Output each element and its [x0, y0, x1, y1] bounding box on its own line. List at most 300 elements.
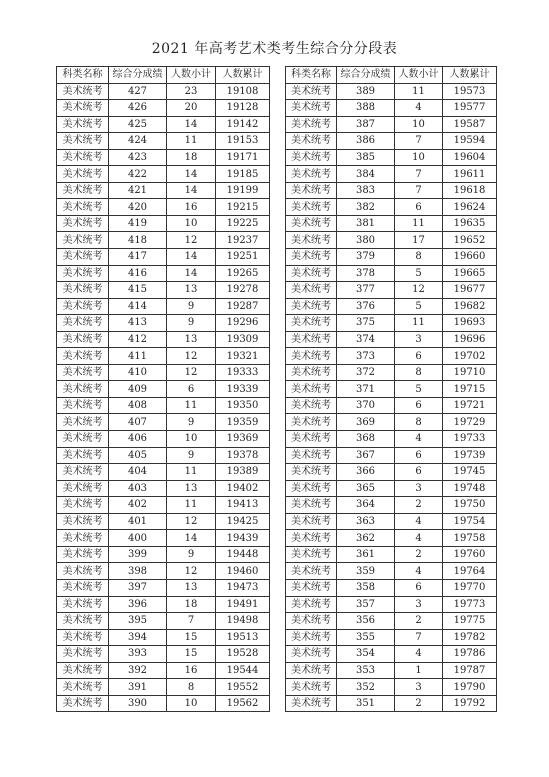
cell-score: 370 [337, 397, 395, 414]
header-cumulative: 人数累计 [216, 67, 270, 84]
cell-score: 372 [337, 364, 395, 381]
table-row [286, 265, 497, 282]
cell-cumulative: 19760 [443, 546, 497, 563]
score-table-left [56, 66, 270, 712]
cell-cumulative: 19199 [216, 182, 270, 199]
table-row [286, 629, 497, 646]
cell-cumulative: 19764 [443, 563, 497, 580]
table-row [286, 646, 497, 663]
cell-score: 389 [337, 83, 395, 100]
table-row [57, 596, 270, 613]
table-row [286, 679, 497, 696]
table-row [57, 530, 270, 547]
table-row [57, 149, 270, 166]
cell-count: 12 [395, 282, 443, 299]
cell-category: 美术统考 [57, 315, 109, 332]
cell-score: 355 [337, 629, 395, 646]
cell-cumulative: 19425 [216, 513, 270, 530]
cell-score: 366 [337, 464, 395, 481]
cell-category: 美术统考 [57, 166, 109, 183]
header-category: 科类名称 [286, 67, 337, 84]
cell-count: 20 [167, 100, 216, 117]
cell-count: 14 [167, 116, 216, 133]
table-row [57, 513, 270, 530]
table-row [286, 331, 497, 348]
table-row [57, 662, 270, 679]
table-row [286, 546, 497, 563]
cell-score: 400 [109, 530, 167, 547]
cell-score: 410 [109, 364, 167, 381]
cell-score: 373 [337, 348, 395, 365]
cell-count: 5 [395, 265, 443, 282]
table-row [57, 298, 270, 315]
cell-count: 13 [167, 282, 216, 299]
cell-score: 361 [337, 546, 395, 563]
cell-cumulative: 19739 [443, 447, 497, 464]
cell-count: 13 [167, 331, 216, 348]
cell-category: 美术统考 [57, 232, 109, 249]
cell-category: 美术统考 [57, 596, 109, 613]
cell-cumulative: 19702 [443, 348, 497, 365]
table-row [286, 100, 497, 117]
table-row [286, 513, 497, 530]
table-row [286, 480, 497, 497]
cell-cumulative: 19748 [443, 480, 497, 497]
cell-cumulative: 19296 [216, 315, 270, 332]
cell-cumulative: 19265 [216, 265, 270, 282]
cell-score: 353 [337, 662, 395, 679]
table-row [286, 116, 497, 133]
cell-cumulative: 19594 [443, 133, 497, 150]
cell-score: 375 [337, 315, 395, 332]
cell-cumulative: 19321 [216, 348, 270, 365]
cell-count: 12 [167, 513, 216, 530]
cell-category: 美术统考 [286, 596, 337, 613]
cell-count: 6 [395, 397, 443, 414]
cell-count: 11 [167, 397, 216, 414]
cell-count: 13 [167, 480, 216, 497]
cell-score: 368 [337, 431, 395, 448]
cell-cumulative: 19359 [216, 414, 270, 431]
cell-category: 美术统考 [286, 679, 337, 696]
cell-count: 14 [167, 530, 216, 547]
cell-count: 13 [167, 579, 216, 596]
cell-count: 14 [167, 166, 216, 183]
table-row [286, 497, 497, 514]
cell-count: 10 [167, 215, 216, 232]
cell-score: 393 [109, 646, 167, 663]
cell-score: 363 [337, 513, 395, 530]
table-row [57, 83, 270, 100]
cell-count: 15 [167, 629, 216, 646]
cell-cumulative: 19677 [443, 282, 497, 299]
cell-count: 14 [167, 249, 216, 266]
cell-category: 美术统考 [57, 83, 109, 100]
cell-category: 美术统考 [286, 646, 337, 663]
header-category: 科类名称 [57, 67, 109, 84]
cell-category: 美术统考 [286, 480, 337, 497]
table-row [286, 298, 497, 315]
cell-count: 11 [395, 83, 443, 100]
cell-cumulative: 19389 [216, 464, 270, 481]
table-row [57, 546, 270, 563]
cell-category: 美术统考 [286, 695, 337, 712]
table-row [57, 464, 270, 481]
cell-count: 9 [167, 298, 216, 315]
cell-category: 美术统考 [286, 414, 337, 431]
cell-cumulative: 19758 [443, 530, 497, 547]
cell-score: 392 [109, 662, 167, 679]
cell-category: 美术统考 [286, 166, 337, 183]
cell-score: 381 [337, 215, 395, 232]
table-row [57, 364, 270, 381]
cell-count: 6 [167, 381, 216, 398]
cell-score: 383 [337, 182, 395, 199]
cell-count: 17 [395, 232, 443, 249]
table-row [57, 133, 270, 150]
cell-score: 422 [109, 166, 167, 183]
cell-score: 408 [109, 397, 167, 414]
cell-category: 美术统考 [286, 662, 337, 679]
table-row [286, 249, 497, 266]
cell-count: 15 [167, 646, 216, 663]
cell-count: 7 [395, 182, 443, 199]
table-row [286, 199, 497, 216]
cell-cumulative: 19544 [216, 662, 270, 679]
cell-count: 10 [395, 116, 443, 133]
table-row [57, 265, 270, 282]
cell-cumulative: 19215 [216, 199, 270, 216]
score-table-right [285, 66, 497, 712]
table-row [286, 596, 497, 613]
table-row [57, 431, 270, 448]
cell-count: 11 [167, 133, 216, 150]
table-row [286, 133, 497, 150]
table-row [286, 149, 497, 166]
cell-score: 402 [109, 497, 167, 514]
cell-score: 380 [337, 232, 395, 249]
cell-category: 美术统考 [286, 348, 337, 365]
cell-score: 414 [109, 298, 167, 315]
cell-cumulative: 19552 [216, 679, 270, 696]
table-row [57, 646, 270, 663]
cell-cumulative: 19745 [443, 464, 497, 481]
cell-score: 388 [337, 100, 395, 117]
cell-category: 美术统考 [286, 530, 337, 547]
cell-count: 3 [395, 480, 443, 497]
table-header-row [286, 67, 497, 84]
header-score: 综合分成绩 [109, 67, 167, 84]
table-row [286, 464, 497, 481]
cell-cumulative: 19693 [443, 315, 497, 332]
cell-score: 413 [109, 315, 167, 332]
cell-category: 美术统考 [57, 563, 109, 580]
cell-category: 美术统考 [286, 364, 337, 381]
cell-score: 382 [337, 199, 395, 216]
cell-cumulative: 19142 [216, 116, 270, 133]
cell-score: 401 [109, 513, 167, 530]
cell-count: 6 [395, 447, 443, 464]
cell-score: 415 [109, 282, 167, 299]
cell-cumulative: 19790 [443, 679, 497, 696]
cell-score: 378 [337, 265, 395, 282]
cell-category: 美术统考 [286, 497, 337, 514]
cell-cumulative: 19491 [216, 596, 270, 613]
cell-count: 11 [167, 497, 216, 514]
table-row [286, 579, 497, 596]
cell-count: 5 [395, 381, 443, 398]
cell-category: 美术统考 [57, 431, 109, 448]
cell-score: 427 [109, 83, 167, 100]
cell-count: 6 [395, 199, 443, 216]
cell-score: 407 [109, 414, 167, 431]
cell-score: 376 [337, 298, 395, 315]
table-row [286, 381, 497, 398]
cell-cumulative: 19573 [443, 83, 497, 100]
cell-cumulative: 19775 [443, 613, 497, 630]
table-row [286, 563, 497, 580]
cell-cumulative: 19604 [443, 149, 497, 166]
cell-category: 美术统考 [57, 414, 109, 431]
cell-count: 1 [395, 662, 443, 679]
cell-category: 美术统考 [57, 662, 109, 679]
table-row [57, 182, 270, 199]
cell-count: 4 [395, 431, 443, 448]
cell-cumulative: 19402 [216, 480, 270, 497]
header-count: 人数小计 [167, 67, 216, 84]
cell-score: 385 [337, 149, 395, 166]
cell-category: 美术统考 [286, 232, 337, 249]
cell-cumulative: 19562 [216, 695, 270, 712]
cell-count: 2 [395, 497, 443, 514]
cell-cumulative: 19787 [443, 662, 497, 679]
table-row [286, 431, 497, 448]
cell-cumulative: 19624 [443, 199, 497, 216]
cell-cumulative: 19710 [443, 364, 497, 381]
table-row [57, 397, 270, 414]
cell-count: 4 [395, 646, 443, 663]
table-row [57, 166, 270, 183]
cell-score: 371 [337, 381, 395, 398]
table-row [57, 629, 270, 646]
cell-cumulative: 19513 [216, 629, 270, 646]
cell-count: 3 [395, 596, 443, 613]
table-row [286, 166, 497, 183]
cell-category: 美术统考 [57, 199, 109, 216]
table-row [286, 83, 497, 100]
table-row [57, 695, 270, 712]
cell-score: 403 [109, 480, 167, 497]
table-row [57, 215, 270, 232]
cell-cumulative: 19339 [216, 381, 270, 398]
cell-category: 美术统考 [286, 629, 337, 646]
cell-count: 18 [167, 149, 216, 166]
cell-score: 379 [337, 249, 395, 266]
cell-category: 美术统考 [57, 381, 109, 398]
cell-cumulative: 19696 [443, 331, 497, 348]
cell-count: 14 [167, 182, 216, 199]
cell-category: 美术统考 [57, 679, 109, 696]
cell-category: 美术统考 [286, 100, 337, 117]
table-row [286, 315, 497, 332]
cell-category: 美术统考 [57, 447, 109, 464]
cell-category: 美术统考 [57, 530, 109, 547]
cell-cumulative: 19128 [216, 100, 270, 117]
cell-count: 7 [395, 166, 443, 183]
table-row [286, 530, 497, 547]
cell-count: 8 [395, 364, 443, 381]
cell-category: 美术统考 [286, 563, 337, 580]
header-cumulative: 人数累计 [443, 67, 497, 84]
cell-score: 390 [109, 695, 167, 712]
cell-count: 2 [395, 546, 443, 563]
cell-score: 398 [109, 563, 167, 580]
cell-score: 359 [337, 563, 395, 580]
page-title: 2021 年高考艺术类考生综合分分段表 [151, 41, 398, 57]
cell-cumulative: 19278 [216, 282, 270, 299]
table-row [57, 348, 270, 365]
cell-category: 美术统考 [286, 199, 337, 216]
cell-category: 美术统考 [57, 513, 109, 530]
table-row [57, 282, 270, 299]
cell-category: 美术统考 [57, 629, 109, 646]
cell-count: 11 [395, 215, 443, 232]
cell-count: 9 [167, 447, 216, 464]
cell-score: 406 [109, 431, 167, 448]
cell-category: 美术统考 [286, 215, 337, 232]
cell-count: 6 [395, 348, 443, 365]
cell-count: 10 [395, 149, 443, 166]
cell-cumulative: 19528 [216, 646, 270, 663]
cell-category: 美术统考 [286, 397, 337, 414]
table-row [286, 447, 497, 464]
cell-count: 9 [167, 315, 216, 332]
cell-count: 5 [395, 298, 443, 315]
cell-cumulative: 19635 [443, 215, 497, 232]
cell-count: 3 [395, 679, 443, 696]
cell-category: 美术统考 [57, 646, 109, 663]
cell-category: 美术统考 [57, 133, 109, 150]
cell-count: 4 [395, 100, 443, 117]
cell-score: 424 [109, 133, 167, 150]
cell-count: 12 [167, 232, 216, 249]
cell-cumulative: 19153 [216, 133, 270, 150]
cell-count: 6 [395, 579, 443, 596]
cell-score: 423 [109, 149, 167, 166]
table-row [57, 232, 270, 249]
cell-count: 9 [167, 546, 216, 563]
cell-count: 23 [167, 83, 216, 100]
cell-category: 美术统考 [286, 546, 337, 563]
cell-score: 356 [337, 613, 395, 630]
cell-count: 7 [395, 133, 443, 150]
table-row [57, 249, 270, 266]
cell-cumulative: 19682 [443, 298, 497, 315]
table-row [286, 414, 497, 431]
cell-score: 374 [337, 331, 395, 348]
table-row [286, 364, 497, 381]
cell-score: 396 [109, 596, 167, 613]
cell-cumulative: 19611 [443, 166, 497, 183]
table-row [57, 414, 270, 431]
cell-score: 354 [337, 646, 395, 663]
cell-category: 美术统考 [286, 431, 337, 448]
table-row [286, 232, 497, 249]
cell-category: 美术统考 [286, 149, 337, 166]
cell-count: 4 [395, 530, 443, 547]
cell-category: 美术统考 [57, 282, 109, 299]
cell-count: 8 [167, 679, 216, 696]
cell-category: 美术统考 [286, 116, 337, 133]
cell-cumulative: 19587 [443, 116, 497, 133]
cell-score: 352 [337, 679, 395, 696]
cell-score: 397 [109, 579, 167, 596]
cell-category: 美术统考 [286, 381, 337, 398]
cell-cumulative: 19237 [216, 232, 270, 249]
header-count: 人数小计 [395, 67, 443, 84]
cell-score: 387 [337, 116, 395, 133]
cell-cumulative: 19413 [216, 497, 270, 514]
cell-category: 美术统考 [286, 331, 337, 348]
table-row [57, 480, 270, 497]
cell-count: 16 [167, 662, 216, 679]
table-row [57, 331, 270, 348]
cell-score: 358 [337, 579, 395, 596]
cell-count: 2 [395, 695, 443, 712]
cell-score: 395 [109, 613, 167, 630]
cell-cumulative: 19792 [443, 695, 497, 712]
table-row [57, 579, 270, 596]
cell-cumulative: 19618 [443, 182, 497, 199]
table-row [57, 563, 270, 580]
cell-cumulative: 19665 [443, 265, 497, 282]
cell-count: 12 [167, 348, 216, 365]
table-row [286, 397, 497, 414]
cell-count: 12 [167, 364, 216, 381]
cell-cumulative: 19185 [216, 166, 270, 183]
cell-cumulative: 19378 [216, 447, 270, 464]
cell-count: 10 [167, 431, 216, 448]
cell-count: 14 [167, 265, 216, 282]
table-row [286, 282, 497, 299]
cell-cumulative: 19754 [443, 513, 497, 530]
table-row [286, 215, 497, 232]
cell-score: 420 [109, 199, 167, 216]
table-row [57, 679, 270, 696]
cell-cumulative: 19652 [443, 232, 497, 249]
cell-count: 3 [395, 331, 443, 348]
cell-score: 426 [109, 100, 167, 117]
table-row [286, 613, 497, 630]
cell-category: 美术统考 [57, 579, 109, 596]
cell-category: 美术统考 [57, 695, 109, 712]
cell-cumulative: 19786 [443, 646, 497, 663]
cell-cumulative: 19715 [443, 381, 497, 398]
cell-category: 美术统考 [57, 464, 109, 481]
cell-cumulative: 19439 [216, 530, 270, 547]
cell-score: 362 [337, 530, 395, 547]
cell-count: 4 [395, 513, 443, 530]
cell-cumulative: 19770 [443, 579, 497, 596]
cell-cumulative: 19729 [443, 414, 497, 431]
cell-cumulative: 19333 [216, 364, 270, 381]
cell-count: 4 [395, 563, 443, 580]
cell-score: 416 [109, 265, 167, 282]
cell-category: 美术统考 [57, 546, 109, 563]
cell-score: 411 [109, 348, 167, 365]
cell-cumulative: 19721 [443, 397, 497, 414]
table-row [57, 447, 270, 464]
